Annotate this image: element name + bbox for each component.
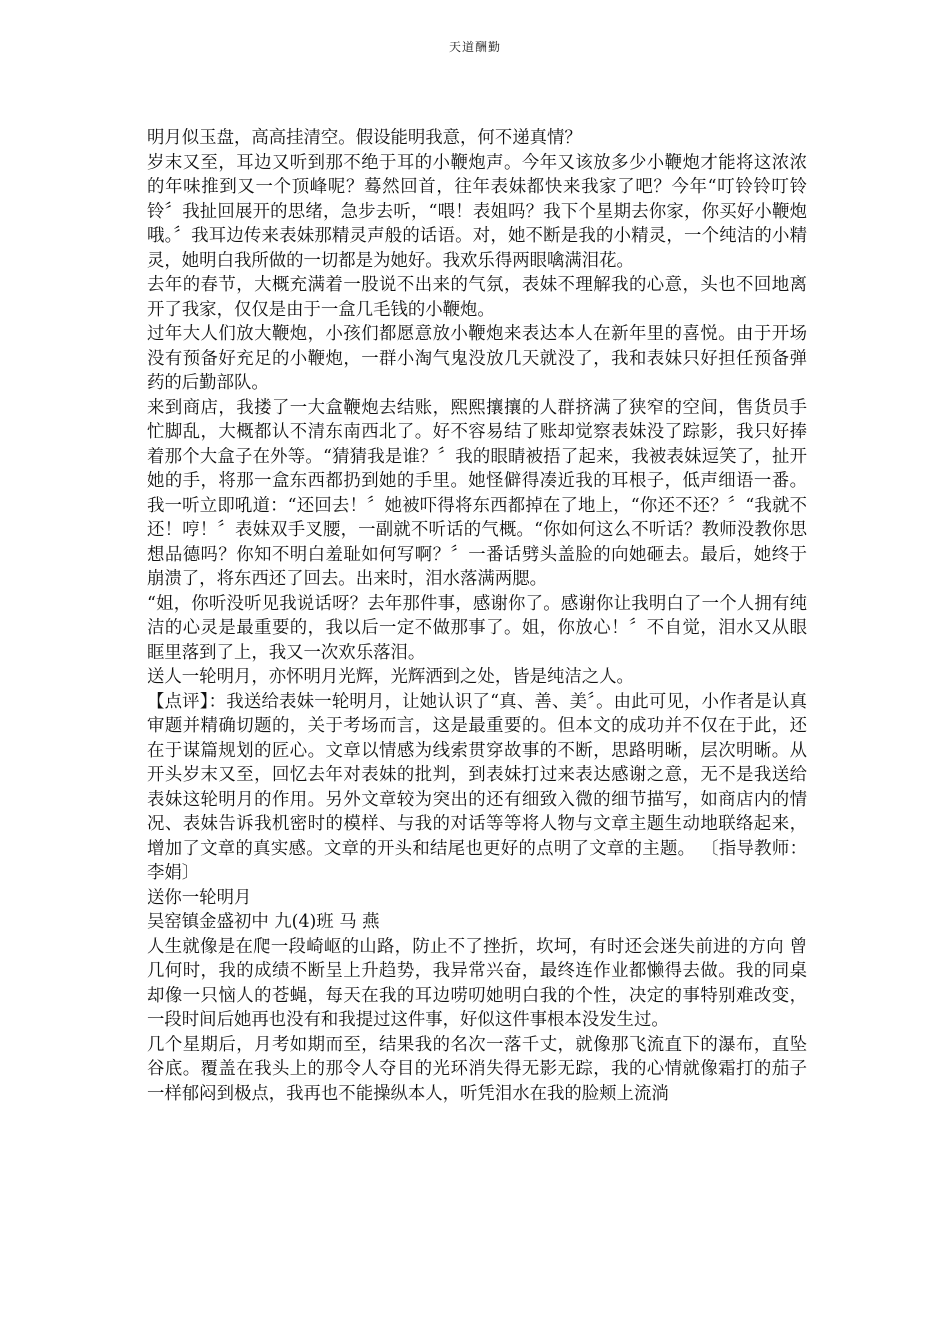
paragraph: 岁末又至，耳边又听到那不绝于耳的小鞭炮声。今年又该放多少小鞭炮才能将这浓浓的年味推到又一个顶峰呢？蓦然回首，往年表妹都快来我家了吧？今年“叮铃铃叮铃铃〞我扯回展开的思绪，急步去听，“喂！表姐吗？我下个星期去你家，你买好小鞭炮哦。〞我耳边传来表妹那精灵声般的话语。对，她不断是我的小精灵，一个纯洁的小精灵，她明白我所做的一切都是为她好。我欢乐得两眼噙满泪花。 (147, 152, 807, 271)
paragraph: 去年的春节，大概充满着一股说不出来的气氛，表妹不理解我的心意，头也不回地离开了我家，仅仅是由于一盒几毛钱的小鞭炮。 (147, 275, 807, 320)
author-line: 吴窑镇金盛初中 九(4)班 马 燕 (147, 912, 380, 932)
document-body (147, 126, 807, 1106)
paragraph: 来到商店，我搂了一大盒鞭炮去结账，熙熙攘攘的人群挤满了狭窄的空间，售货员手忙脚乱，大概都认不清东南西北了。好不容易结了账却觉察表妹没了踪影，我只好捧着那个大盒子在外等。“猜猜我是谁？〞我的眼睛被捂了起来，我被表妹逗笑了，扯开她的手，将那一盒东西都扔到她的手里。她怪僻得凑近我的耳根子，低声细语一番。我一听立即吼道：“还回去！〞她被吓得将东西都掉在了地上，“你还不还？〞“我就不还！哼！〞表妹双手叉腰，一副就不听话的气概。“你如何这么不听话？教师没教你思想品德吗？你知不明白羞耻如何写啊？〞一番话劈头盖脸的向她砸去。最后，她终于崩溃了，将东西还了回去。出来时，泪水落满两腮。 (147, 397, 807, 589)
paragraph-opening-line: 明月似玉盘，高高挂清空。假设能明我意，何不递真情？ (147, 128, 582, 148)
paragraph: 几个星期后，月考如期而至，结果我的名次一落千丈，就像那飞流直下的瀑布，直坠谷底。覆盖在我头上的那令人夺目的光环消失得无影无踪，我的心情就像霜打的茄子一样郁闷到极点，我再也不能操纵本人，听凭泪水在我的脸颊上流淌 (147, 1034, 807, 1104)
paragraph: “姐，你听没听见我说话呀？去年那件事，感谢你了。感谢你让我明白了一个人拥有纯洁的心灵是最重要的，我以后一定不做那事了。姐，你放心！〞不自觉，泪水又从眼眶里落到了上，我又一次欢乐落泪。 (147, 593, 807, 663)
paragraph: 人生就像是在爬一段崎岖的山路，防止不了挫折，坎坷，有时还会迷失前进的方向 曾几何时，我的成绩不断呈上升趋势，我异常兴奋，最终连作业都懒得去做。我的同桌却像一只恼人的苍蝇，每天在我的耳边唠叨她明白我的个性，决定的事特别难改变，一段时间后她再也没有和我提过这件事，好似这件事根本没发生过。 (147, 936, 807, 1030)
essay-title: 送你一轮明月 (147, 887, 252, 908)
paragraph: 过年大人们放大鞭炮，小孩们都愿意放小鞭炮来表达本人在新年里的喜悦。由于开场没有预备好充足的小鞭炮，一群小淘气鬼没放几天就没了，我和表妹只好担任预备弹药的后勤部队。 (147, 324, 807, 393)
commentary-paragraph: 【点评】：我送给表妹一轮明月，让她认识了“真、善、美〞。由此可见，小作者是认真审题并精确切题的，关于考场而言，这是最重要的。但本文的成功并不仅在于此，还在于谋篇规划的匠心。文章以情感为线索贯穿故事的不断，思路明晰，层次明晰。从开头岁末又至，回忆去年对表妹的批判，到表妹打过来表达感谢之意，无不是我送给表妹这轮明月的作用。另外文章较为突出的还有细致入微的细节描写，如商店内的情况、表妹告诉我机密时的模样、与我的对话等等将人物与文章主题生动地联络起来，增加了文章的真实感。文章的开头和结尾也更好的点明了文章的主题。 〔指导教师：李娟〕 (147, 691, 807, 883)
page-header: 天道酬勤 (448, 40, 501, 54)
paragraph-closing-line: 送人一轮明月，亦怀明月光辉，光辉洒到之处，皆是纯洁之人。 (147, 667, 634, 687)
